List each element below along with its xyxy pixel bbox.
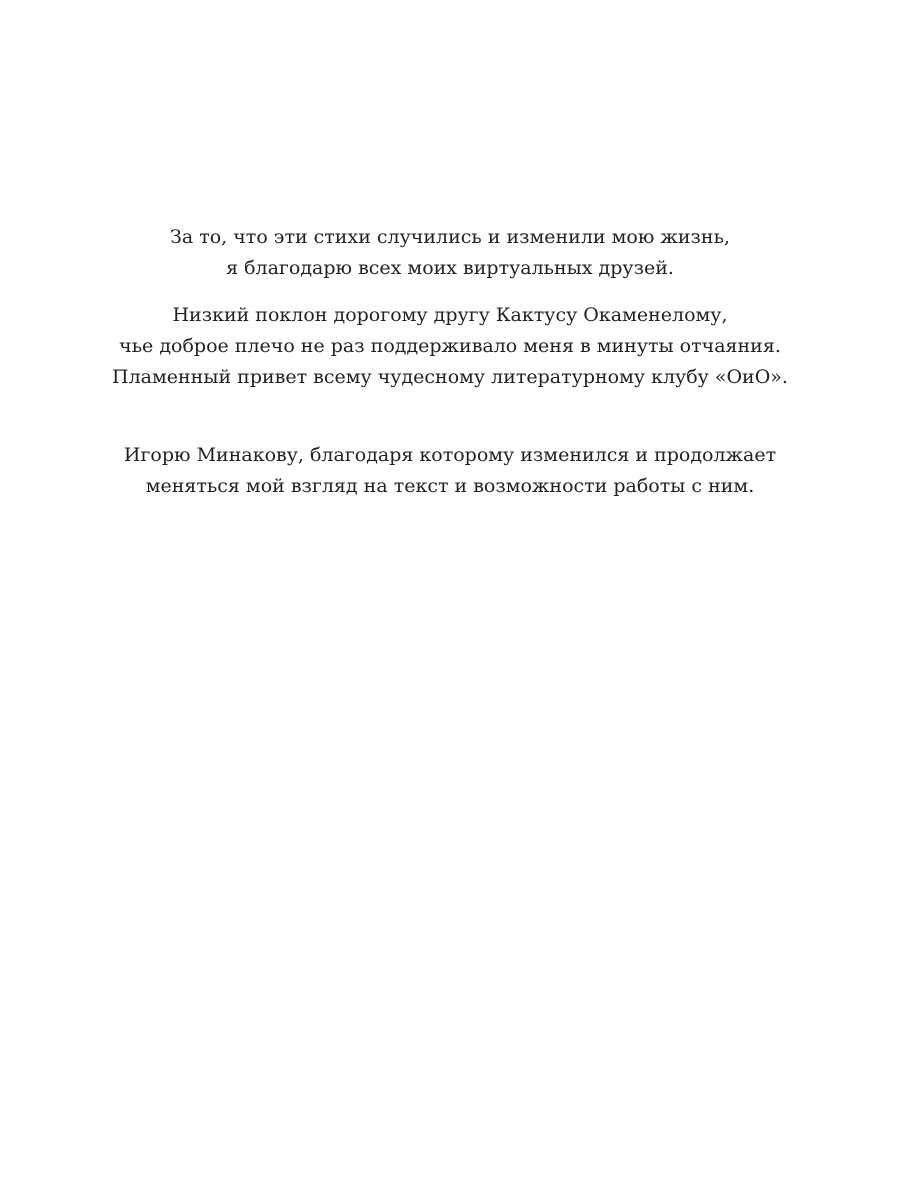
dedication-line: Низкий поклон дорогому другу Кактусу Окаменелому, <box>172 304 728 326</box>
dedication-line: чье доброе плечо не раз поддерживало меня в минуты отчаяния. <box>119 335 781 357</box>
dedication-line: меняться мой взгляд на текст и возможности работы с ним. <box>145 475 755 497</box>
dedication-paragraph-cactus <box>0 300 900 393</box>
dedication-paragraph-friends <box>0 222 900 284</box>
dedication-paragraph-minakov <box>0 440 900 502</box>
dedication-line: Пламенный привет всему чудесному литературному клубу «ОиО». <box>112 366 788 388</box>
dedication-line: Игорю Минакову, благодаря которому изменился и продолжает <box>123 444 777 466</box>
dedication-line: я благодарю всех моих виртуальных друзей. <box>226 257 674 279</box>
dedication-line: За то, что эти стихи случились и изменили мою жизнь, <box>170 226 730 248</box>
